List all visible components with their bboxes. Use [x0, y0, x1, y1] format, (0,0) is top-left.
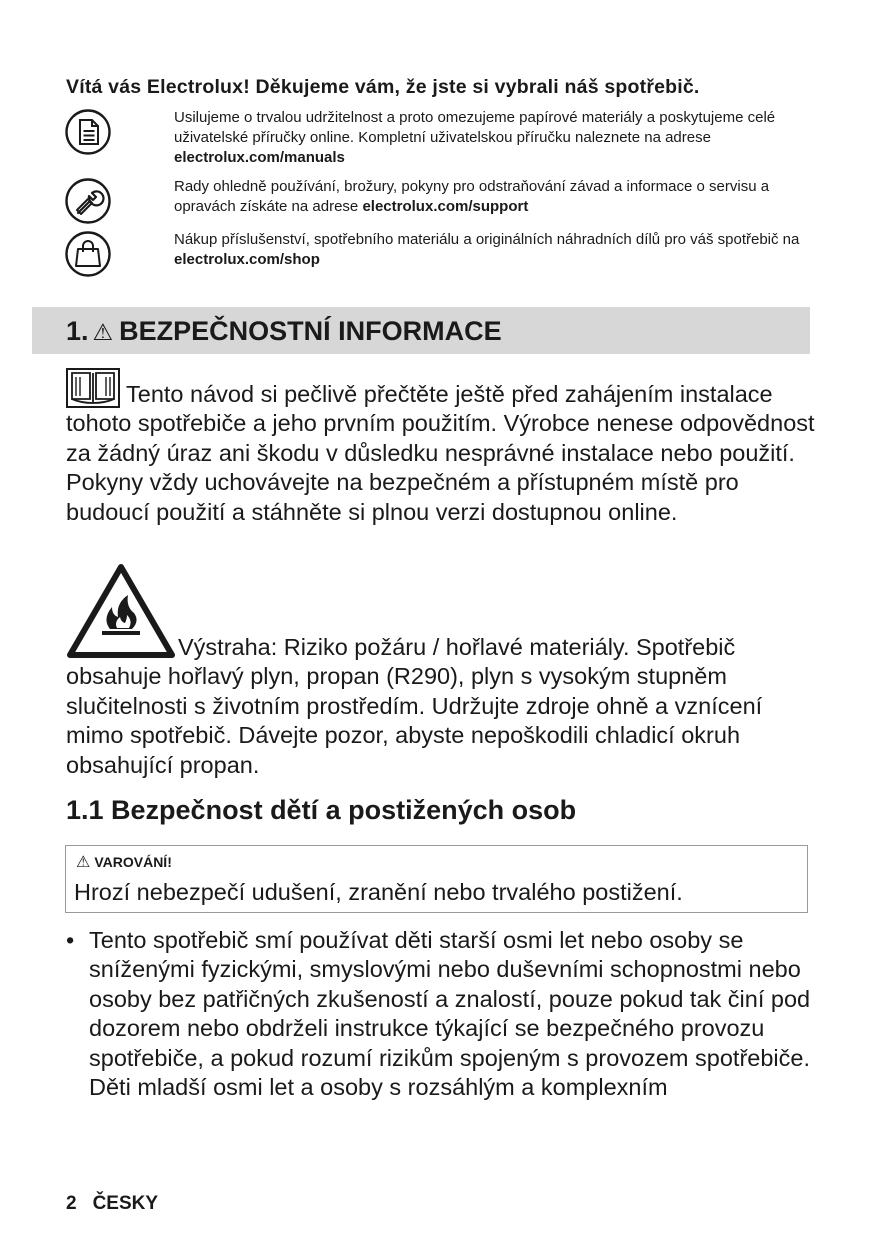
shop-link[interactable]: electrolux.com/shop — [174, 251, 320, 268]
info-text-support: Rady ohledně používání, brožury, pokyny pro odstraňování závad a informace o servisu a opravách získáte na adrese electrolux.com/support — [174, 178, 770, 215]
bullet-list — [66, 926, 816, 1102]
shopping-bag-icon — [64, 230, 112, 278]
open-book-icon — [66, 368, 120, 408]
list-item — [66, 926, 816, 1102]
list-item-text: Tento spotřebič smí používat děti starší osmi let nebo osoby se sníženými fyzickými, smyslovými nebo duševními schopnostmi nebo osoby bez patřičných zkušeností a znalostí, pouze pokud tak činí pod dozorem nebo obdrželi instrukce týkající se bezpečného provozu spotřebiče, a pokud rozumí rizikům spojeným s provozem spotřebiče. Děti mladší osmi let a osoby s rozsáhlým a komplexním — [89, 927, 811, 1101]
info-text-manuals: Usilujeme o trvalou udržitelnost a proto omezujeme papírové materiály a poskytujeme celé uživatelské příručky online. Kompletní uživatelskou příručku naleznete na adrese electrolux.com/manuals — [174, 109, 776, 166]
page-number: 2 — [66, 1193, 77, 1214]
warning-box — [65, 845, 808, 913]
subsection-title: 1.1 Bezpečnost dětí a postižených osob — [66, 795, 577, 825]
bullet-dot: • — [66, 927, 75, 953]
document-icon — [64, 108, 112, 156]
warning-triangle-icon: ⚠ — [92, 319, 114, 345]
fire-warning-notice: Výstraha: Riziko požáru / hořlavé materiály. Spotřebič obsahuje hořlavý plyn, propan (R290), plyn s vysokým stupněm slučitelnosti s životním prostředím. Udržujte zdroje ohně a vznícení mimo spotřebič. Dávejte pozor, abyste nepoškodili chladicí okruh obsahující propan. — [66, 563, 826, 780]
wrench-icon — [64, 177, 112, 225]
flammable-warning-icon — [66, 563, 176, 659]
warning-label: ⚠ VAROVÁNÍ! — [76, 854, 172, 871]
section-title: 1. ⚠ BEZPEČNOSTNÍ INFORMACE — [66, 316, 502, 346]
warning-triangle-icon: ⚠ — [76, 854, 91, 871]
intro-title: Vítá vás Electrolux! Děkujeme vám, že jste si vybrali náš spotřebič. — [66, 76, 700, 98]
read-manual-notice: Tento návod si pečlivě přečtěte ještě před zahájením instalace tohoto spotřebiče a jeho prvním použitím. Výrobce nenese odpovědnost za žádný úraz ani škodu v důsledku nesprávné instalace nebo použití. Pokyny vždy uchovávejte na bezpečném a přístupném místě pro budoucí použití a stáhněte si plnou verzi dostupnou online. — [66, 368, 826, 527]
warning-text: Hrozí nebezpečí udušení, zranění nebo trvalého postižení. — [74, 879, 683, 905]
support-link[interactable]: electrolux.com/support — [362, 198, 529, 215]
language-label: ČESKY — [92, 1193, 159, 1214]
section-header — [32, 307, 810, 354]
page-footer — [66, 1193, 158, 1215]
info-text-shop: Nákup příslušenství, spotřebního materiálu a originálních náhradních dílů pro váš spotřebič na electrolux.com/shop — [174, 231, 800, 268]
manuals-link[interactable]: electrolux.com/manuals — [174, 149, 345, 166]
